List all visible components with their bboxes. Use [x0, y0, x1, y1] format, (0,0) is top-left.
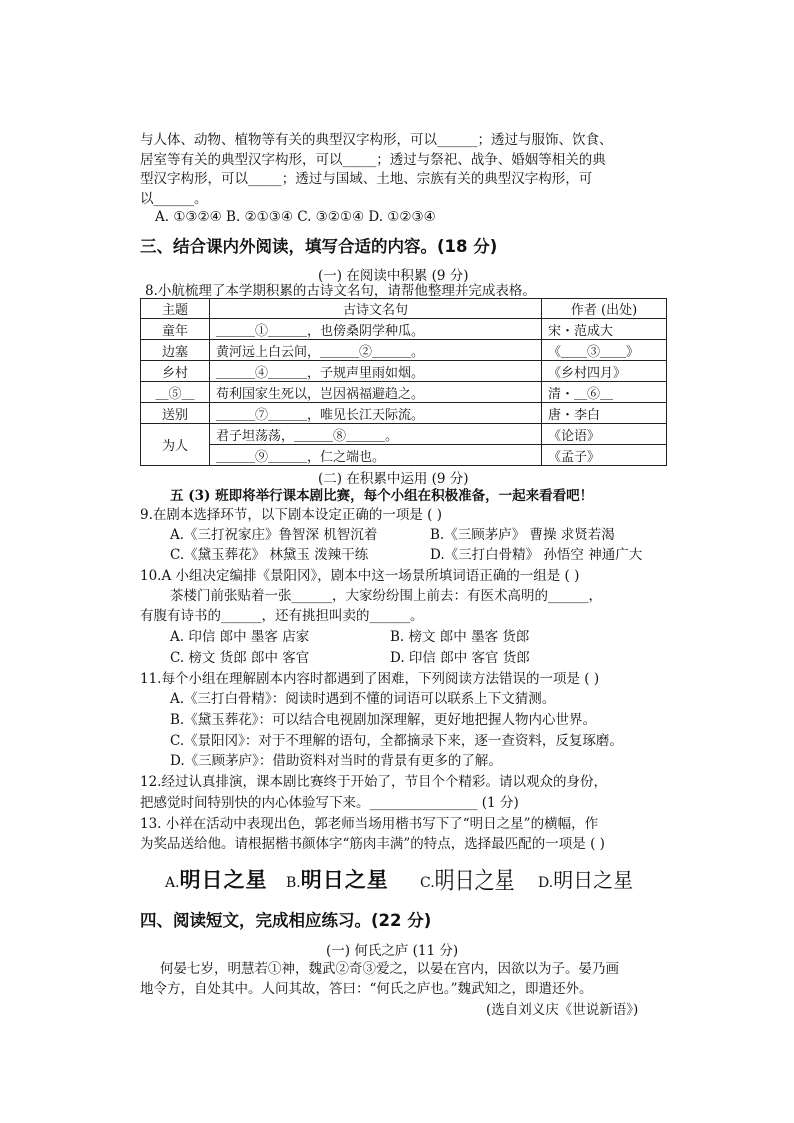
part-1-title: (一) 在阅读中积累 (9 分)	[318, 268, 469, 284]
row-theme: 边塞	[141, 340, 210, 361]
q10-option-b: B. 榜文 郎中 墨客 货郎	[390, 629, 530, 645]
calligraphy-text: 明日之星	[434, 865, 515, 895]
q9-option-c: C.《黛玉葬花》 林黛玉 泼辣干练	[170, 547, 369, 563]
q13-line-1: 13. 小祥在活动中表现出色，郭老师当场用楷书写下了“明日之星”的横幅，作	[140, 816, 599, 832]
section-3-intro: 五 (3) 班即将举行课本剧比赛，每个小组在积极准备，一起来看看吧！	[170, 488, 594, 504]
row-line: 黄河远上白云间，＿＿＿②＿＿＿。	[210, 340, 542, 361]
section-3-title: 三、结合课内外阅读，填写合适的内容。(18 分)	[140, 237, 498, 256]
q10-option-c: C. 榜文 货郎 郎中 客官	[170, 650, 310, 666]
passage-source: (选自刘义庆《世说新语》)	[486, 1002, 639, 1018]
passage-title: (一) 何氏之庐 (11 分)	[326, 943, 459, 959]
header-line: 古诗文名句	[210, 299, 542, 319]
q10-line-1: 茶楼门前张贴着一张______，大家纷纷围上前去：有医术高明的______，	[170, 588, 602, 604]
q12-line-1: 12.经过认真排演，课本剧比赛终于开始了，节目个个精彩。请以观众的身份，	[140, 774, 607, 790]
q13-line-2: 为奖品送给他。请根据楷书颜体字“筋肉丰满”的特点，选择最匹配的一项是 ( )	[140, 836, 605, 852]
q11-option-d: D.《三顾茅庐》：借助资料对当时的背景有更多的了解。	[170, 753, 502, 769]
row-theme: ＿⑤＿	[141, 382, 210, 403]
table-row	[141, 361, 667, 382]
calligraphy-text: 明日之星	[300, 868, 389, 892]
option-letter: D.	[538, 875, 554, 891]
q7-line-2: 居室等有关的典型汉字构形，可以_____；透过与祭祀、战争、婚姻等相关的典	[140, 152, 606, 168]
q11-option-b: B.《黛玉葬花》：可以结合电视剧加深理解，更好地把握人物内心世界。	[170, 712, 596, 728]
row-line: 苟利国家生死以，岂因祸福避趋之。	[210, 382, 542, 403]
row-theme: 乡村	[141, 361, 210, 382]
q10-stem: 10.A 小组决定编排《景阳冈》，剧本中这一场景所填词语正确的一组是 ( )	[140, 568, 580, 584]
row-source: 清・＿⑥＿	[542, 382, 667, 403]
part-2-title: (二) 在积累中运用 (9 分)	[318, 471, 469, 487]
q10-line-2: 有腹有诗书的______，还有挑担叫卖的______。	[140, 608, 424, 624]
calligraphy-option-a	[165, 864, 268, 894]
calligraphy-text: 明日之星	[179, 868, 268, 892]
q9-option-d: D.《三打白骨精》 孙悟空 神通广大	[430, 547, 643, 563]
header-theme: 主题	[141, 299, 210, 319]
table-row	[141, 340, 667, 361]
q7-options: A. ①③②④ B. ②①③④ C. ③②①④ D. ①②③④	[155, 209, 436, 225]
row-line: ＿＿＿⑨＿＿＿，仁之端也。	[210, 445, 542, 466]
row-source: 《孟子》	[542, 445, 667, 466]
row-theme: 送别	[141, 403, 210, 424]
row-line: ＿＿＿⑦＿＿＿，唯见长江天际流。	[210, 403, 542, 424]
table-row	[141, 403, 667, 424]
option-letter: B.	[286, 875, 301, 891]
row-line: 君子坦荡荡，＿＿＿⑧＿＿＿。	[210, 424, 542, 445]
q10-option-a: A. 印信 郎中 墨客 店家	[170, 629, 310, 645]
q12-line-2: 把感觉时间特别快的内心体验写下来。________________ (1 分)	[140, 795, 519, 811]
q7-line-4: 以______。	[140, 191, 208, 207]
q9-option-a: A.《三打祝家庄》鲁智深 机智沉着	[170, 527, 378, 543]
q10-option-d: D. 印信 郎中 客官 货郎	[390, 650, 530, 666]
q7-line-3: 型汉字构形，可以_____；透过与国域、土地、宗族有关的典型汉字构形，可	[140, 171, 593, 187]
poem-table	[140, 298, 667, 466]
table-row	[141, 424, 667, 445]
q8-stem: 8.小航梳理了本学期积累的古诗文名句，请帮他整理并完成表格。	[145, 283, 536, 299]
row-source: 《论语》	[542, 424, 667, 445]
option-letter: C.	[420, 875, 435, 891]
q9-option-b: B.《三顾茅庐》 曹操 求贤若渴	[430, 527, 615, 543]
row-line: ＿＿＿④＿＿＿，子规声里雨如烟。	[210, 361, 542, 382]
section-4-title: 四、阅读短文，完成相应练习。(22 分)	[140, 911, 432, 930]
passage-line-2: 地令方，自处其中。人问其故，答曰：“何氏之庐也。”魏武知之，即遣还外。	[140, 981, 593, 997]
q11-option-c: C.《景阳冈》：对于不理解的语句，全都摘录下来，逐一查资料，反复琢磨。	[170, 733, 623, 749]
calligraphy-option-d	[538, 864, 633, 893]
row-theme: 童年	[141, 319, 210, 340]
q11-option-a: A.《三打白骨精》：阅读时遇到不懂的词语可以联系上下文猜测。	[170, 691, 556, 707]
q9-stem: 9.在剧本选择环节，以下剧本设定正确的一项是 ( )	[140, 507, 442, 523]
table-row	[141, 382, 667, 403]
calligraphy-option-c	[420, 864, 515, 893]
row-source: 唐・李白	[542, 403, 667, 424]
table-row	[141, 445, 667, 466]
row-line: ＿＿＿①＿＿＿，也傍桑阴学种瓜。	[210, 319, 542, 340]
calligraphy-text: 明日之星	[553, 868, 634, 892]
calligraphy-option-b	[286, 864, 389, 894]
q11-stem: 11.每个小组在理解剧本内容时都遇到了困难，下列阅读方法错误的一项是 ( )	[140, 671, 600, 687]
q7-line-1: 与人体、动物、植物等有关的典型汉字构形，可以______；透过与服饰、饮食、	[140, 132, 613, 148]
row-theme: 为人	[141, 424, 210, 466]
table-row	[141, 319, 667, 340]
passage-line-1: 何晏七岁，明慧若①神，魏武②奇③爱之，以晏在宫内，因欲以为子。晏乃画	[160, 961, 619, 977]
option-letter: A.	[165, 875, 180, 891]
row-source: 宋・范成大	[542, 319, 667, 340]
header-source: 作者 (出处)	[542, 299, 667, 319]
table-header-row	[141, 299, 667, 319]
row-source: 《乡村四月》	[542, 361, 667, 382]
row-source: 《＿＿③＿＿》	[542, 340, 667, 361]
